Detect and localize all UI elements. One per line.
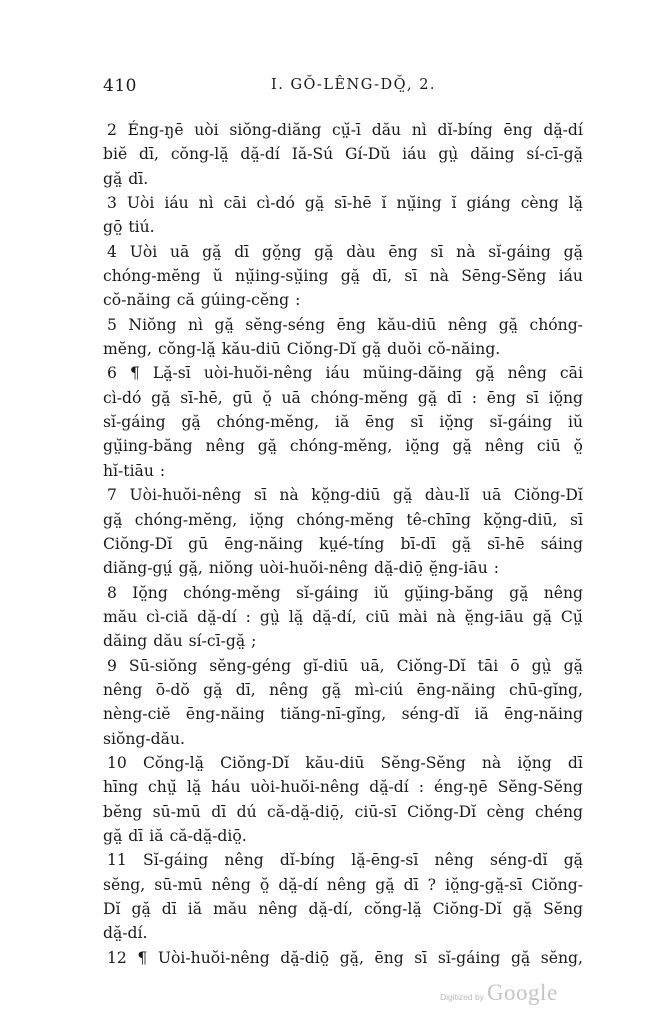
google-logo: Google	[486, 980, 558, 1005]
text-line: 9 Sū-siŏng sĕng-géng gĭ-diū uā, Ciŏng-Dĭ tāi ō gṳ̀ gă̤	[107, 656, 583, 675]
text-line: gă̤ dī iă că-dă̤-diō̤.	[103, 826, 247, 845]
page-header	[103, 76, 583, 100]
text-line: bĕng sū-mū dī dú că-dă̤-diō̤, ciū-sī Ciŏng-Dĭ cèng chéng	[103, 802, 583, 821]
text-line: 5 Niŏng nì gă̤ sĕng-séng ēng kău-diū nêng gă̤ chóng-	[107, 315, 583, 334]
text-line: dă̤-dí.	[103, 924, 148, 943]
text-line: 6 ¶ Lă̤-sī uòi-huŏi-nêng iáu mŭing-dăing gă̤ nêng cāi	[107, 364, 583, 383]
text-line: 12 ¶ Uòi-huŏi-nêng dă̤-diō̤ gă̤, ēng sī sĭ-gáing gă̤ sĕng,	[107, 948, 583, 967]
text-line: siŏng-dău.	[103, 729, 185, 748]
digitized-by-label: Digitized by	[440, 992, 484, 1002]
text-line: 8 Iŏ̤ng chóng-mĕng sĭ-gáing iŭ gṳ̆ing-băng gă̤ nêng	[107, 583, 583, 602]
text-line: 11 Sĭ-gáing nêng dĭ-bíng lă̤-ēng-sī nêng séng-dĭ gă̤	[107, 851, 583, 870]
text-line: Dĭ gă̤ dī iă mău nêng dă̤-dí, cŏng-lă̤ Ciŏng-Dĭ gă̤ Sĕng	[103, 900, 583, 918]
text-line: gă̤ dī.	[103, 169, 149, 188]
text-line: sĭ-gáing gă̤ chóng-mĕng, iă ēng sī iŏ̤ng sĭ-gáing iŭ	[103, 413, 583, 432]
digitized-watermark	[440, 978, 558, 1008]
text-line: gṳ̆ing-băng nêng gă̤ chóng-mĕng, iŏ̤ng gă̤ nêng ciū ŏ̤	[103, 437, 583, 456]
text-line: chóng-mĕng ŭ nṳ̆ing-sṳ̆ing gă̤ dī, sī nà Sēng-Sĕng iáu	[103, 267, 583, 286]
text-line: sĕng, sū-mū nêng ŏ̤ dă̤-dí nêng gă̤ dī ? iŏ̤ng-gă̤-sī Ciŏng-	[103, 875, 583, 894]
text-line: 2 Éng-ŋē uòi siŏng-diăng cṳ̆-ī dău nì dĭ-bíng ēng dă̤-dí	[107, 121, 583, 139]
text-line: nêng ō-dŏ gă̤ dī, nêng gă̤ mì-ciú ēng-năing chū-gĭng,	[103, 680, 583, 699]
text-line: hĭ-tiāu :	[103, 461, 166, 480]
text-line: gă̤ chóng-mĕng, iŏ̤ng chóng-mĕng tê-chīng kŏ̤ng-diū, sī	[103, 510, 583, 529]
text-line: mău cì-ciă dă̤-dí : gṳ̀ lă̤ dă̤-dí, ciū mài nà ĕ̤ng-iāu gă̤ Cṳ̆	[103, 607, 583, 626]
text-line: 4 Uòi uā gă̤ dī gŏ̤ng gă̤ dàu ēng sī nà sĭ-gáing gă̤	[107, 242, 583, 261]
text-line: 3 Uòi iáu nì cāi cì-dó gă̤ sī-hē ĭ nṳ̆ing ĭ giáng cèng lă̤	[107, 194, 583, 213]
text-line: 7 Uòi-huŏi-nêng sī nà kŏ̤ng-diū gă̤ dàu-lĭ uā Ciŏng-Dĭ	[107, 486, 583, 505]
text-line: cì-dó gă̤ sī-hē, gū ŏ̤ uā chóng-mĕng gă̤ dī : ēng sī iŏ̤ng	[103, 388, 583, 407]
text-line: hīng chṳ̆ lă̤ háu uòi-huŏi-nêng dă̤-dí : éng-ŋē Sĕng-Sĕng	[103, 778, 583, 797]
text-line: dăing dău sí-cī-gă̤ ;	[103, 632, 257, 651]
text-line: nèng-ciĕ ēng-năing tiăng-nī-gĭng, séng-dĭ iă ēng-năing	[103, 705, 583, 724]
text-line: mĕng, cŏng-lă̤ kău-diū Ciŏng-Dĭ gă̤ duŏi cŏ-năing.	[103, 340, 501, 359]
text-line: Ciŏng-Dĭ gū ēng-năing kṳé-tíng bī-dī gă̤ sī-hē sáing	[103, 534, 583, 553]
page-number: 410	[103, 76, 137, 96]
text-line: biĕ dī, cŏng-lă̤ dă̤-dí Iă-Sú Gí-Dŭ iáu gṳ̀ dăing sí-cī-gă̤	[103, 145, 583, 164]
text-line: diăng-gṳ́ gă̤, niŏng uòi-huŏi-nêng dă̤-diō̤ ĕ̤ng-iāu :	[103, 559, 500, 578]
text-line: cŏ-năing că gúing-cĕng :	[103, 291, 301, 310]
text-line: 10 Cŏng-lă̤ Ciŏng-Dĭ kău-diū Sĕng-Sĕng nà iŏ̤ng dī	[107, 753, 583, 772]
text-line: gō̤ tiú.	[103, 218, 155, 237]
running-head: I. GŎ-LÊNG-DŎ̤, 2.	[271, 77, 437, 93]
body-text	[103, 118, 583, 970]
